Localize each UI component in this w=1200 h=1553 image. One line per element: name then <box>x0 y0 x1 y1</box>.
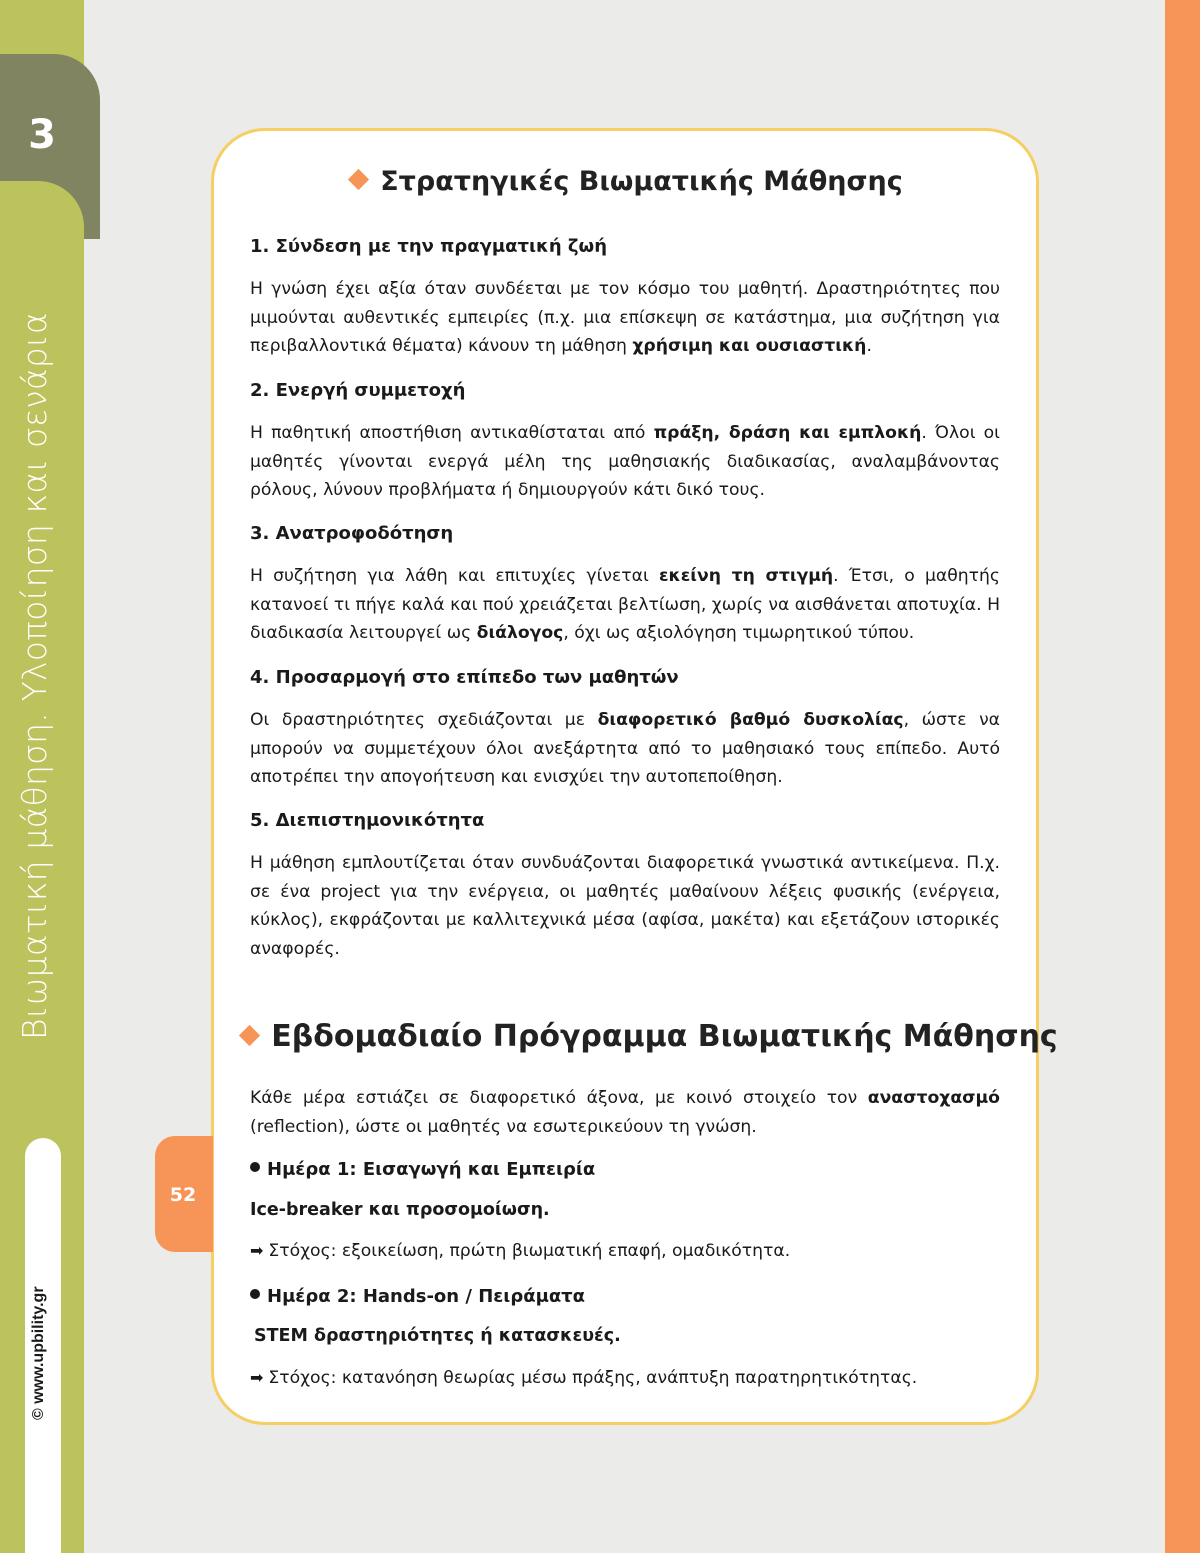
day-activity: Ice-breaker και προσομοίωση. <box>250 1200 550 1220</box>
strategy-text: Η παθητική αποστήθιση αντικαθίσταται από πράξη, δράση και εμπλοκή. Όλοι οι μαθητές γίνονται ενεργά μέλη της μαθησιακής διαδικασίας, αναλαμβάνοντας ρόλους, λύνουν προβλήματα ή δημιουργούν κάτι δικό τους. <box>250 423 1000 501</box>
strategy-text: Η μάθηση εμπλουτίζεται όταν συνδυάζονται διαφορετικά γνωστικά αντικείμενα. Π.χ. σε ένα project για την ενέργεια, οι μαθητές μαθαίνουν λέξεις φυσικής (ενέργεια, κύκλος), εκφράζονται με καλλιτεχνικά μέσα (αφίσα, μακέτα) και εξετάζουν ιστορικές αναφορές. <box>250 853 1000 960</box>
weekly-intro: Κάθε μέρα εστιάζει σε διαφορετικό άξονα, με κοινό στοιχείο τον αναστοχασμό (reflection), ώστε οι μαθητές να εσωτερικεύουν τη γνώση. <box>250 1088 1000 1137</box>
bullet-icon <box>250 1162 260 1172</box>
day-goal: ➡ Στόχος: εξοικείωση, πρώτη βιωματική επαφή, ομαδικότητα. <box>250 1241 791 1261</box>
section-title-strategies: Στρατηγικές Βιωματικής Μάθησης <box>0 166 1200 197</box>
strategy-heading: 5. Διεπιστημονικότητα <box>250 810 485 831</box>
diamond-bullet-icon <box>239 1025 260 1046</box>
chapter-vertical-title: Βιωματική μάθηση. Υλοποίηση και σενάρια <box>15 312 54 1040</box>
chapter-number: 3 <box>28 112 56 158</box>
copyright-text: © www.upbility.gr <box>30 1286 47 1420</box>
strategy-text: Οι δραστηριότητες σχεδιάζονται με διαφορετικό βαθμό δυσκολίας, ώστε να μπορούν να συμμετέχουν όλοι ανεξάρτητα από το μαθησιακό τους επίπεδο. Αυτό αποτρέπει την απογοήτευση και ενισχύει την αυτοπεποίθηση. <box>250 710 1000 788</box>
strategy-heading: 2. Ενεργή συμμετοχή <box>250 380 466 401</box>
strategy-text: Η συζήτηση για λάθη και επιτυχίες γίνεται εκείνη τη στιγμή. Έτσι, ο μαθητής κατανοεί τι πήγε καλά και πού χρειάζεται βελτίωση, χωρίς να αισθάνεται αποτυχία. Η διαδικασία λειτουργεί ως διάλογος, όχι ως αξιολόγηση τιμωρητικού τύπου. <box>250 566 1000 644</box>
strategy-heading: 4. Προσαρμογή στο επίπεδο των μαθητών <box>250 667 679 688</box>
page-number: 52 <box>169 1184 197 1206</box>
strategy-text: Η γνώση έχει αξία όταν συνδέεται με τον κόσμο του μαθητή. Δραστηριότητες που μιμούνται αυθεντικές εμπειρίες (π.χ. μια επίσκεψη σε κατάστημα, μια συζήτηση για περιβαλλοντικά θέματα) κάνουν τη μάθηση χρήσιμη και ουσιαστική. <box>250 279 1000 357</box>
diamond-bullet-icon <box>348 169 369 190</box>
strategy-heading: 3. Ανατροφοδότηση <box>250 523 454 544</box>
arrow-right-icon: ➡ <box>250 1241 264 1260</box>
day-heading: Ημέρα 1: Εισαγωγή και Εμπειρία <box>250 1159 595 1180</box>
day-activity: STEM δραστηριότητες ή κατασκευές. <box>254 1326 621 1346</box>
bullet-icon <box>250 1289 260 1299</box>
section-title-weekly-program: Εβδομαδιαίο Πρόγραμμα Βιωματικής Μάθησης <box>0 1019 1200 1054</box>
day-goal: ➡ Στόχος: κατανόηση θεωρίας μέσω πράξης, ανάπτυξη παρατηρητικότητας. <box>250 1368 918 1388</box>
arrow-right-icon: ➡ <box>250 1368 264 1387</box>
day-heading: Ημέρα 2: Hands-on / Πειράματα <box>250 1286 585 1307</box>
strategy-heading: 1. Σύνδεση με την πραγματική ζωή <box>250 236 608 257</box>
right-edge-strip <box>1165 0 1200 1553</box>
